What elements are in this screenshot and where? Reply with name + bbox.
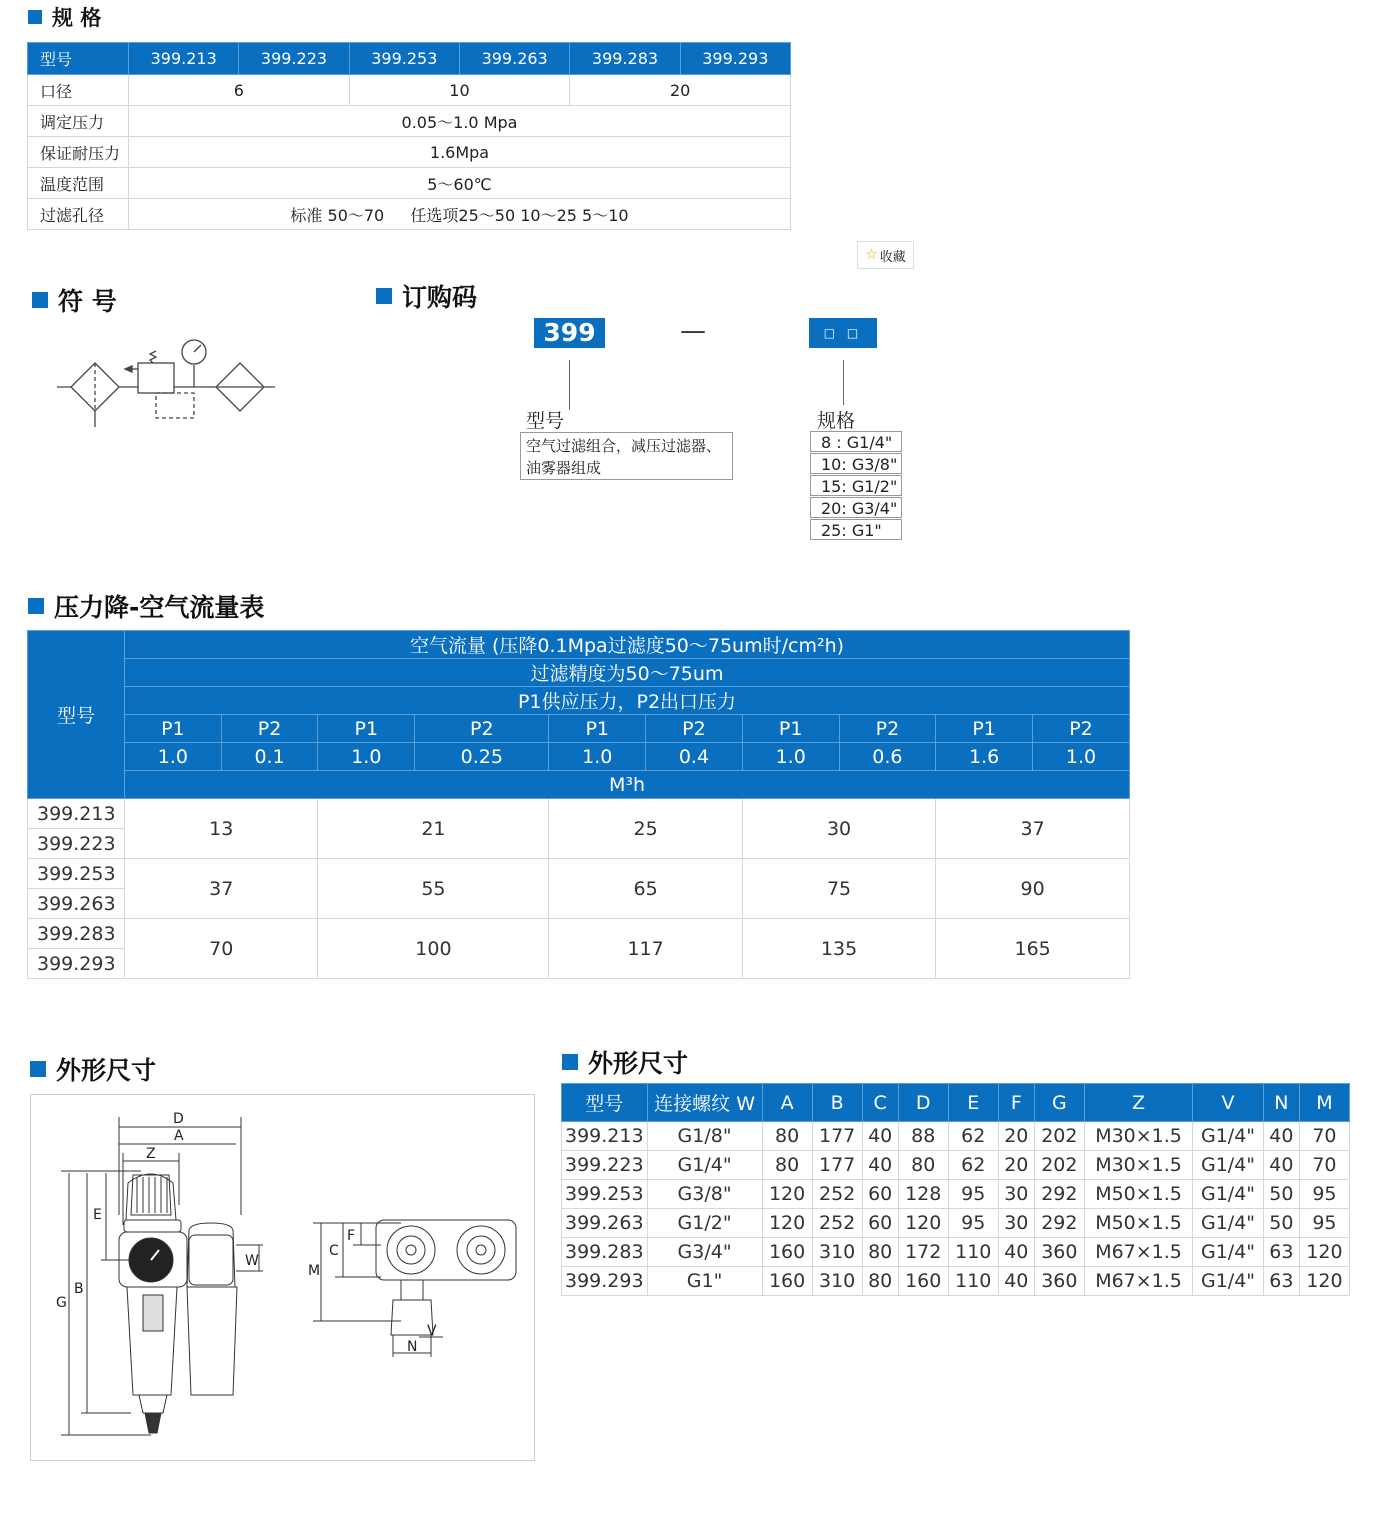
model-connector-line xyxy=(569,360,570,410)
dimension-header-cell: V xyxy=(1193,1084,1264,1122)
pressure-value: 1.0 xyxy=(742,743,839,771)
dimension-cell: G1/4" xyxy=(1193,1151,1264,1180)
dimension-cell: 30 xyxy=(998,1180,1034,1209)
dimension-cell: 20 xyxy=(998,1151,1034,1180)
dim-label-f: F xyxy=(347,1228,356,1244)
pressure-value: 1.0 xyxy=(318,743,415,771)
dimension-cell: 360 xyxy=(1034,1267,1084,1296)
dimension-header-cell: N xyxy=(1263,1084,1299,1122)
dimension-header-cell: M xyxy=(1299,1084,1349,1122)
pressure-label: P1 xyxy=(318,715,415,743)
spec-option: 20: G3/4" xyxy=(810,497,902,518)
dimension-header-cell: E xyxy=(948,1084,998,1122)
flow-value-cell: 25 xyxy=(549,799,742,859)
pressure-value: 0.6 xyxy=(839,743,936,771)
spec-cell: 5～60℃ xyxy=(129,168,791,199)
spec-option: 25: G1" xyxy=(810,519,902,540)
spec-connector-line xyxy=(843,360,844,405)
dimension-header-cell: G xyxy=(1034,1084,1084,1122)
dimension-cell: 50 xyxy=(1263,1180,1299,1209)
dimension-header-cell: 型号 xyxy=(562,1084,648,1122)
dimension-cell: 177 xyxy=(812,1122,862,1151)
pressure-label: P2 xyxy=(646,715,743,743)
dimension-header-row xyxy=(562,1084,1350,1122)
dim-label-v: V xyxy=(427,1323,437,1339)
dimension-cell: 63 xyxy=(1263,1267,1299,1296)
flow-value-cell: 165 xyxy=(936,919,1130,979)
flow-pressure-value-row xyxy=(28,743,1130,771)
spec-row-label: 过滤孔径 xyxy=(28,199,129,230)
dimension-cell: 63 xyxy=(1263,1238,1299,1267)
table-row xyxy=(562,1122,1350,1151)
spec-row-label: 口径 xyxy=(28,75,129,106)
dimension-cell: 399.293 xyxy=(562,1267,648,1296)
flow-value-cell: 135 xyxy=(742,919,935,979)
dimension-cell: 95 xyxy=(1299,1180,1349,1209)
dimension-cell: 62 xyxy=(948,1122,998,1151)
dimension-cell: 120 xyxy=(762,1180,812,1209)
dimension-cell: 120 xyxy=(1299,1238,1349,1267)
pressure-label: P2 xyxy=(221,715,318,743)
dimension-cell: 399.253 xyxy=(562,1180,648,1209)
dimension-cell: G1/4" xyxy=(1193,1209,1264,1238)
dimension-header-cell: F xyxy=(998,1084,1034,1122)
model-description-line: 空气过滤组合，减压过滤器、 xyxy=(526,437,722,455)
pressure-value: 0.1 xyxy=(221,743,318,771)
flow-value-cell: 75 xyxy=(742,859,935,919)
flow-unit: M³h xyxy=(125,771,1130,799)
flow-value-cell: 21 xyxy=(318,799,549,859)
dimension-cell: M30×1.5 xyxy=(1084,1151,1192,1180)
table-row xyxy=(562,1267,1350,1296)
table-row xyxy=(562,1209,1350,1238)
spec-cell: 6 xyxy=(129,75,350,106)
dim-label-d: D xyxy=(173,1111,184,1127)
spec-header-cell: 399.223 xyxy=(239,43,349,75)
dimension-cell: G1/4" xyxy=(1193,1267,1264,1296)
flow-model-cell: 399.253 xyxy=(28,859,125,889)
dimension-cell: 40 xyxy=(998,1267,1034,1296)
flow-pressure-label-row xyxy=(28,715,1130,743)
dimension-cell: 120 xyxy=(898,1209,948,1238)
dimension-cell: 292 xyxy=(1034,1180,1084,1209)
pressure-value: 1.0 xyxy=(125,743,222,771)
spec-row-label: 保证耐压力 xyxy=(28,137,129,168)
dimension-header-cell: D xyxy=(898,1084,948,1122)
outline-title-right-text: 外形尺寸 xyxy=(588,1049,689,1078)
dimension-cell: G1/4" xyxy=(1193,1180,1264,1209)
flow-model-cell: 399.263 xyxy=(28,889,125,919)
dim-label-m: M xyxy=(308,1263,321,1279)
table-row xyxy=(562,1238,1350,1267)
dimension-cell: 95 xyxy=(948,1209,998,1238)
flow-value-cell: 100 xyxy=(318,919,549,979)
flow-value-cell: 30 xyxy=(742,799,935,859)
favorite-button[interactable] xyxy=(857,241,914,269)
order-code-model-box: 399 xyxy=(534,318,605,348)
dimension-cell: 80 xyxy=(898,1151,948,1180)
spec-header-cell: 399.293 xyxy=(680,43,790,75)
flow-model-cell: 399.223 xyxy=(28,829,125,859)
dimension-cell: 40 xyxy=(1263,1122,1299,1151)
flow-header-cell: P1供应压力，P2出口压力 xyxy=(125,687,1130,715)
dimension-cell: 292 xyxy=(1034,1209,1084,1238)
dimension-cell: M67×1.5 xyxy=(1084,1238,1192,1267)
table-row xyxy=(28,919,1130,949)
outline-title-left-text: 外形尺寸 xyxy=(56,1056,157,1085)
spec-header-cell: 399.213 xyxy=(129,43,239,75)
dimension-header-cell: A xyxy=(762,1084,812,1122)
pressure-value: 1.0 xyxy=(549,743,646,771)
spec-row xyxy=(28,168,791,199)
flow-title-text: 压力降-空气流量表 xyxy=(54,593,265,622)
spec-header-cell: 399.283 xyxy=(570,43,680,75)
dimension-cell: 110 xyxy=(948,1238,998,1267)
dimension-cell: 177 xyxy=(812,1151,862,1180)
table-row xyxy=(28,799,1130,829)
dimension-cell: 202 xyxy=(1034,1122,1084,1151)
dimension-cell: 40 xyxy=(1263,1151,1299,1180)
spec-section-title xyxy=(28,2,101,32)
favorite-label: 收藏 xyxy=(879,249,906,265)
flow-unit-row xyxy=(28,771,1130,799)
table-row xyxy=(28,859,1130,889)
dimension-cell: 95 xyxy=(1299,1209,1349,1238)
spec-row-label: 温度范围 xyxy=(28,168,129,199)
dim-label-w: W xyxy=(245,1253,259,1269)
flow-model-cell: 399.213 xyxy=(28,799,125,829)
section-marker-icon xyxy=(32,292,48,308)
section-marker-icon xyxy=(28,598,44,614)
dimension-cell: M50×1.5 xyxy=(1084,1180,1192,1209)
pressure-label: P1 xyxy=(549,715,646,743)
order-code-title-text: 订购码 xyxy=(402,283,478,312)
dimension-cell: M67×1.5 xyxy=(1084,1267,1192,1296)
pressure-value: 1.6 xyxy=(936,743,1033,771)
spec-header-cell: 399.263 xyxy=(459,43,569,75)
dimension-cell: 60 xyxy=(862,1180,898,1209)
flow-value-cell: 37 xyxy=(125,859,318,919)
dimension-cell: 80 xyxy=(762,1151,812,1180)
dimension-table-body xyxy=(562,1122,1350,1296)
dimension-cell: 399.213 xyxy=(562,1122,648,1151)
flow-table xyxy=(27,630,1130,979)
flow-model-cell: 399.283 xyxy=(28,919,125,949)
spec-header-cell: 399.253 xyxy=(349,43,459,75)
spec-table xyxy=(27,42,791,230)
dimension-header-cell: Z xyxy=(1084,1084,1192,1122)
outline-section-title-left xyxy=(30,1051,156,1087)
dimension-header-cell: 连接螺纹 W xyxy=(647,1084,762,1122)
spec-row xyxy=(28,199,791,230)
dimension-cell: 360 xyxy=(1034,1238,1084,1267)
spec-title-text: 规 格 xyxy=(52,6,102,30)
dimension-cell: 160 xyxy=(898,1267,948,1296)
dim-label-z: Z xyxy=(146,1146,156,1162)
dimension-cell: 399.283 xyxy=(562,1238,648,1267)
pressure-label: P1 xyxy=(742,715,839,743)
dimension-cell: 202 xyxy=(1034,1151,1084,1180)
spec-cell: 标准 50～70 任选项25～50 10～25 5～10 xyxy=(129,199,791,230)
flow-value-cell: 37 xyxy=(936,799,1130,859)
pressure-label: P1 xyxy=(936,715,1033,743)
table-row xyxy=(562,1180,1350,1209)
dimension-cell: 80 xyxy=(862,1267,898,1296)
dimension-cell: 110 xyxy=(948,1267,998,1296)
spec-header-row xyxy=(28,43,791,75)
dimension-cell: 310 xyxy=(812,1238,862,1267)
dimension-cell: M50×1.5 xyxy=(1084,1209,1192,1238)
symbol-title-text: 符 号 xyxy=(58,287,117,316)
dim-label-a: A xyxy=(174,1128,184,1144)
dimension-table xyxy=(561,1083,1350,1296)
section-marker-icon xyxy=(562,1054,578,1070)
outline-dimension-drawing xyxy=(31,1095,534,1460)
dimension-cell: G1" xyxy=(647,1267,762,1296)
dimension-cell: 80 xyxy=(762,1122,812,1151)
dimension-cell: 40 xyxy=(862,1151,898,1180)
dimension-cell: 88 xyxy=(898,1122,948,1151)
dimension-cell: G1/4" xyxy=(1193,1122,1264,1151)
pressure-value: 1.0 xyxy=(1032,743,1129,771)
flow-header-row xyxy=(28,659,1130,687)
dim-label-n: N xyxy=(407,1339,418,1355)
pressure-label: P2 xyxy=(839,715,936,743)
dimension-cell: 20 xyxy=(998,1122,1034,1151)
dimension-cell: 60 xyxy=(862,1209,898,1238)
pressure-value: 0.4 xyxy=(646,743,743,771)
spec-cell: 1.6Mpa xyxy=(129,137,791,168)
spec-header-cell: 型号 xyxy=(28,43,129,75)
dimension-cell: G1/8" xyxy=(647,1122,762,1151)
dimension-cell: 128 xyxy=(898,1180,948,1209)
dimension-cell: 80 xyxy=(862,1238,898,1267)
pneumatic-symbol-diagram xyxy=(55,335,280,435)
dim-label-c: C xyxy=(329,1243,339,1259)
dimension-cell: 50 xyxy=(1263,1209,1299,1238)
pressure-label: P2 xyxy=(415,715,549,743)
flow-header-row xyxy=(28,631,1130,659)
flow-value-cell: 55 xyxy=(318,859,549,919)
dimension-cell: 399.263 xyxy=(562,1209,648,1238)
dimension-cell: 62 xyxy=(948,1151,998,1180)
dim-label-g: G xyxy=(56,1295,67,1311)
spec-cell: 20 xyxy=(570,75,791,106)
flow-section-title xyxy=(28,588,264,624)
flow-value-cell: 70 xyxy=(125,919,318,979)
section-marker-icon xyxy=(376,288,392,304)
outline-section-title-right xyxy=(562,1044,688,1080)
model-description-line: 油雾器组成 xyxy=(526,459,602,477)
star-icon: ☆ xyxy=(865,247,878,263)
spec-option: 15: G1/2" xyxy=(810,475,902,496)
dimension-header-cell: B xyxy=(812,1084,862,1122)
section-marker-icon xyxy=(28,10,42,24)
dimension-cell: 30 xyxy=(998,1209,1034,1238)
pressure-label: P2 xyxy=(1032,715,1129,743)
dimension-cell: M30×1.5 xyxy=(1084,1122,1192,1151)
dimension-cell: G3/4" xyxy=(647,1238,762,1267)
dimension-cell: G1/2" xyxy=(647,1209,762,1238)
dimension-cell: 160 xyxy=(762,1238,812,1267)
symbol-section-title xyxy=(32,282,117,318)
dimension-cell: 252 xyxy=(812,1180,862,1209)
dimension-cell: G1/4" xyxy=(1193,1238,1264,1267)
flow-header-cell: 空气流量 (压降0.1Mpa过滤度50～75um时/cm²h) xyxy=(125,631,1130,659)
spec-label: 规格 xyxy=(817,410,856,432)
spec-row xyxy=(28,75,791,106)
dimension-cell: 252 xyxy=(812,1209,862,1238)
dimension-cell: 120 xyxy=(762,1209,812,1238)
dimension-cell: 40 xyxy=(862,1122,898,1151)
flow-value-cell: 13 xyxy=(125,799,318,859)
order-code-spec-box: □ □ xyxy=(809,318,877,348)
spec-option: 8 : G1/4" xyxy=(810,431,902,452)
dimension-cell: G3/8" xyxy=(647,1180,762,1209)
dimension-cell: 160 xyxy=(762,1267,812,1296)
model-label: 型号 xyxy=(526,410,565,432)
dimension-cell: 310 xyxy=(812,1267,862,1296)
spec-cell: 0.05～1.0 Mpa xyxy=(129,106,791,137)
order-code-section-title xyxy=(376,278,477,314)
flow-model-header: 型号 xyxy=(28,631,125,799)
spec-row xyxy=(28,106,791,137)
pressure-label: P1 xyxy=(125,715,222,743)
dimension-cell: 120 xyxy=(1299,1267,1349,1296)
flow-header-cell: 过滤精度为50～75um xyxy=(125,659,1130,687)
dimension-cell: 40 xyxy=(998,1238,1034,1267)
flow-model-cell: 399.293 xyxy=(28,949,125,979)
dimension-header-cell: C xyxy=(862,1084,898,1122)
table-row xyxy=(562,1151,1350,1180)
flow-value-cell: 117 xyxy=(549,919,742,979)
dim-label-e: E xyxy=(93,1207,102,1223)
dimension-cell: 172 xyxy=(898,1238,948,1267)
section-marker-icon xyxy=(30,1061,46,1077)
dimension-cell: G1/4" xyxy=(647,1151,762,1180)
dimension-cell: 95 xyxy=(948,1180,998,1209)
model-description-box xyxy=(520,432,733,480)
spec-option: 10: G3/8" xyxy=(810,453,902,474)
flow-header-row xyxy=(28,687,1130,715)
flow-value-cell: 65 xyxy=(549,859,742,919)
spec-row-label: 调定压力 xyxy=(28,106,129,137)
spec-cell: 10 xyxy=(349,75,570,106)
dim-label-b: B xyxy=(74,1281,84,1297)
spec-row xyxy=(28,137,791,168)
flow-value-cell: 90 xyxy=(936,859,1130,919)
pressure-value: 0.25 xyxy=(415,743,549,771)
dimension-cell: 70 xyxy=(1299,1151,1349,1180)
dimension-cell: 70 xyxy=(1299,1122,1349,1151)
dimension-cell: 399.223 xyxy=(562,1151,648,1180)
order-code-dash: — xyxy=(680,316,706,346)
